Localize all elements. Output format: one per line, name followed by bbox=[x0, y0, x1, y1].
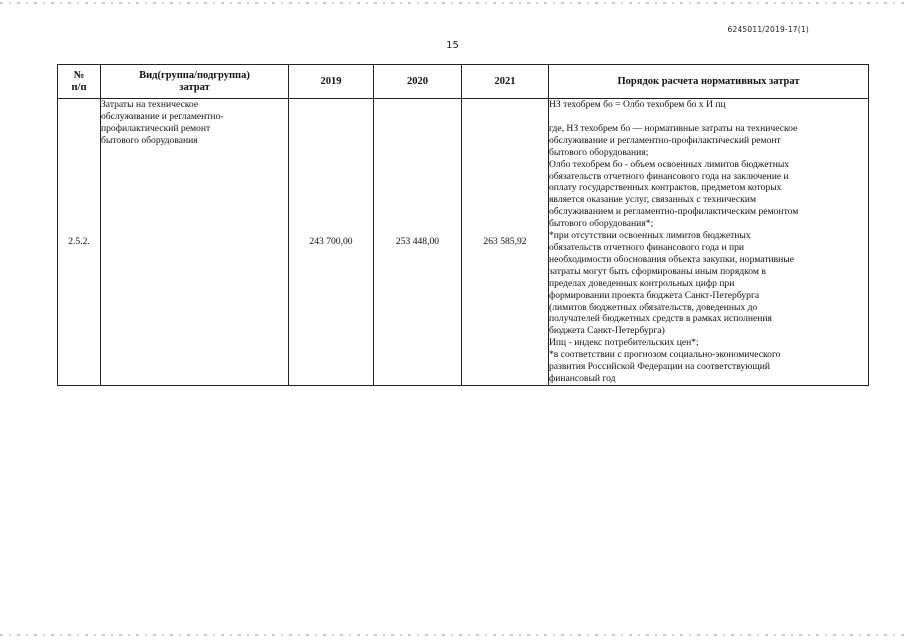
calculation-explanation-line: обслуживанием и регламентно-профилактическим ремонтом bbox=[549, 206, 799, 218]
calculation-explanation-line: оплату государственных контрактов, предметом которых bbox=[549, 182, 782, 194]
value-2021: 263 585,92 bbox=[462, 99, 549, 386]
column-header-2020: 2020 bbox=[374, 65, 462, 99]
calculation-formula: НЗ техобрем бо = Олбо техобрем бо х И пц bbox=[549, 99, 726, 110]
expense-name-line: профилактический ремонт bbox=[101, 122, 211, 134]
table-row bbox=[58, 99, 869, 386]
expense-name-line: бытового оборудования bbox=[101, 134, 198, 146]
column-header-2021: 2021 bbox=[462, 65, 549, 99]
calculation-explanation-line: бюджета Санкт-Петербурга) bbox=[549, 325, 665, 337]
calculation-explanation-line: *в соответствии с прогнозом социально-экономического bbox=[549, 349, 781, 361]
expense-name-line: обслуживание и регламентно- bbox=[101, 110, 224, 122]
column-header-number bbox=[58, 65, 101, 99]
calculation-explanation-line: получателей бюджетных средств в рамках исполнения bbox=[549, 313, 772, 325]
calculation-explanation-line: является оказание услуг, связанных с техническим bbox=[549, 194, 757, 206]
calculation-explanation-line: затраты могут быть сформированы иным порядком в bbox=[549, 265, 766, 277]
row-number: 2.5.2. bbox=[58, 99, 101, 386]
table-header-row bbox=[58, 65, 869, 99]
calculation-method bbox=[549, 99, 869, 386]
column-header-number-line1: № bbox=[73, 69, 85, 81]
calculation-explanation-line: Ипц - индекс потребительских цен*; bbox=[549, 337, 699, 349]
scan-edge-top bbox=[0, 2, 905, 4]
calculation-explanation bbox=[549, 123, 868, 385]
calculation-explanation-line: бытового оборудования*; bbox=[549, 218, 654, 230]
calculation-explanation-line: *при отсутствии освоенных лимитов бюджетных bbox=[549, 230, 751, 242]
column-header-expense-type-line1: Вид(группа/подгруппа) bbox=[139, 69, 250, 81]
calculation-explanation-line: финансовый год bbox=[549, 372, 616, 384]
calculation-explanation-line: формировании проекта бюджета Санкт-Петербурга bbox=[549, 289, 760, 301]
expense-table bbox=[57, 64, 869, 386]
calculation-explanation-line: обслуживание и регламентно-профилактический ремонт bbox=[549, 134, 781, 146]
calculation-explanation-line: развития Российской Федерации на соответствующий bbox=[549, 361, 771, 373]
calculation-explanation-line: обязательств отчетного финансового года и при bbox=[549, 241, 745, 253]
column-header-expense-type-line2: затрат bbox=[179, 81, 210, 93]
value-2019: 243 700,00 bbox=[289, 99, 374, 386]
column-header-expense-type bbox=[101, 65, 289, 99]
value-2020: 253 448,00 bbox=[374, 99, 462, 386]
page-number: 15 bbox=[446, 40, 459, 51]
expense-name bbox=[101, 99, 289, 386]
column-header-2019: 2019 bbox=[289, 65, 374, 99]
calculation-explanation-line: (лимитов бюджетных обязательств, доведенных до bbox=[549, 301, 758, 313]
document-number: 6245011/2019-17(1) bbox=[727, 25, 809, 34]
expense-name-line: Затраты на техническое bbox=[101, 99, 199, 110]
calculation-explanation-line: необходимости обоснования объекта закупки, нормативные bbox=[549, 253, 794, 265]
calculation-explanation-line: обязательств отчетного финансового года на заключение и bbox=[549, 170, 789, 182]
calculation-explanation-line: Олбо техобрем бо - объем освоенных лимитов бюджетных bbox=[549, 158, 790, 170]
calculation-explanation-line: пределах доведенных контрольных цифр при bbox=[549, 277, 735, 289]
column-header-number-line2: п/п bbox=[71, 81, 87, 93]
calculation-explanation-line: где, НЗ техобрем бо — нормативные затраты на техническое bbox=[549, 122, 798, 134]
column-header-calculation-method: Порядок расчета нормативных затрат bbox=[549, 65, 869, 99]
calculation-explanation-line: бытового оборудования; bbox=[549, 146, 649, 158]
scan-edge-bottom bbox=[0, 634, 905, 636]
